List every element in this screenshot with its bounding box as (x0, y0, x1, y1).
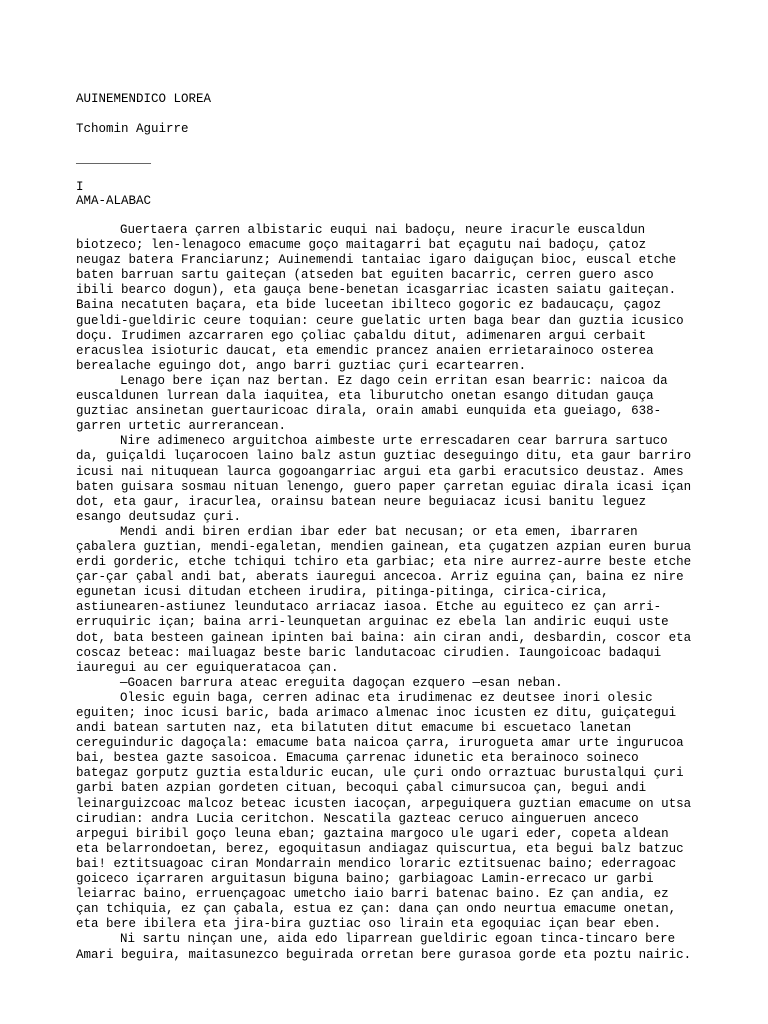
separator-line: __________ (76, 152, 152, 166)
author-name: Tchomin Aguirre (76, 122, 189, 136)
paragraph: Nire adimeneco arguitchoa aimbeste urte errescadaren cear barrura sartuco da, guiçaldi luçarocoen laino balz astun guztiac deseguingo ditu, eta gaur barriro icusi nai nituquean laurca gogoangarriac argui eta garbi eracutsico deustaz. Ames baten guisara sosmau nituan lenengo, guero paper çarretan eguiac dirala icasi içan dot, eta gaur, iracurlea, orainsu batean neure beguiacaz icusi banitu leguez esango deutsudaz çuri. (76, 434, 692, 524)
paragraph: Lenago bere içan naz bertan. Ez dago cein erritan esan bearric: naicoa da euscaldunen lurrean dala iaquitea, eta liburutcho onetan esango ditudan gauça guztiac ansinetan guertauricoac dirala, orain amabi eunquida eta gueiago, 638-garren urtetic aurrerancean. (76, 373, 668, 434)
chapter-title: AMA-ALABAC (76, 194, 152, 208)
document-title: AUINEMENDICO LOREA (76, 92, 212, 106)
paragraph: Mendi andi biren erdian ibar eder bat necusan; or eta emen, ibarraren çabalera guztian, mendi-egaletan, mendien gainean, eta çugatzen azpian euren burua erdi gorderic, etche tchiqui tchiro eta garbiac; eta nire aurrez-aurre beste etche çar-çar çabal andi bat, aberats iauregui ancecoa. Arriz eguina çan, baina ez nire egunetan icusi ditudan etcheen irudira, pitinga-pitinga, cirica-cirica, astiunearen-astiunez leundutaco arriacaz iasoa. Etche au eguiteco ez çan arri-erruquiric içan; baina arri-leunquetan arguinac ez ebela lan andiric euqui uste dot, bata besteen gainean ipinten bai baina: ain ciran andi, desbardin, coscor eta coscaz beteac: mailuagaz beste baric landutacoac cirudien. Iaungoicoac badaqui iauregui au cer eguiqueratacoa çan. (76, 524, 692, 675)
dialogue-line: —Goacen barrura ateac ereguita dagoçan ezquero —esan neban. (120, 675, 563, 690)
paragraph: Ni sartu ninçan une, aida edo liparrean gueldiric egoan tinca-tincaro bere Amari beguira, maitasunezco beguirada orretan bere gurasoa gorde eta poztu nairic. (76, 932, 692, 962)
paragraph: Guertaera çarren albistaric euqui nai badoçu, neure iracurle euscaldun biotzeco; len-lenagoco emacume goço maitagarri bat eçagutu nai badoçu, çatoz neugaz batera Franciarunz; Auinemendi tantaiac igaro daiguçan bioc, euscal etche baten barruan sartu gaiteçan (atseden bat eguiten bacarric, cerren guero asco ibili bearco dogun), eta gauça bene-benetan icasgarriac icasten saiatu gaiteçan. Baina necatuten baçara, eta bide luceetan ibilteco gogoric ez badaucaçu, çagoz gueldi-gueldiric ceure toquian: ceure guelatic urten baga bear dan guztia icusico doçu. Irudimen azcarraren ego çoliac çabaldu ditut, adimenaren argui cerbait eracuslea isioturic daucat, eta emendic prancez anaien errietarainoco osterea berealache eguingo dot, ango barri guztiac çuri ecartearren. (76, 223, 684, 373)
chapter-body (76, 223, 696, 963)
chapter-number: I (76, 180, 84, 194)
paragraph: Olesic eguin baga, cerren adinac eta irudimenac ez deutsee inori olesic eguiten; inoc icusi baric, bada arimaco almenac inoc icusten ez ditu, guiçategui andi batean sartuten naz, eta bilatuten ditut emacume bi escuetaco lanetan cereguinduric dagoçala: emacume bata naicoa çarra, irurogueta amar urte ingurucoa bai, bestea gazte sasoicoa. Emacuma çarrenac idunetic eta berainoco soineco bategaz gorputz guztia estalduric eucan, ule çuri ondo orraztuac burustalqui çuri garbi baten azpian gordeten cituan, becoqui çabal cimursucoa çan, begui andi leinarguizcoac malcoz beteac icusten iacoçan, arpeguiquera guztian emacume on utsa cirudian: andra Lucia ceritchon. Nescatila gazteac ceruco aingueruen anceco arpegui biribil goço leuna eban; gaztaina margoco ule ugari eder, copeta aldean eta belarrondoetan, berez, egoquitasun andiagaz quiscurtua, eta begui balz batzuc bai! eztitsuagoac ciran Mondarrain mendico loraric eztitsuenac baino; ederragoac goiceco içarraren arguitasun biguna baino; garbiagoac Lamin-errecaco ur garbi leiarrac baino, erruençagoac umetcho iaio barri batenac baino. Ez çan andia, ez çan tchiquia, ez çan çabala, estua ez çan: dana çan ondo neurtua emacume onetan, eta bere ibilera eta jira-bira guztiac oso lirain eta egoquiac içan bear eben. (76, 690, 692, 932)
